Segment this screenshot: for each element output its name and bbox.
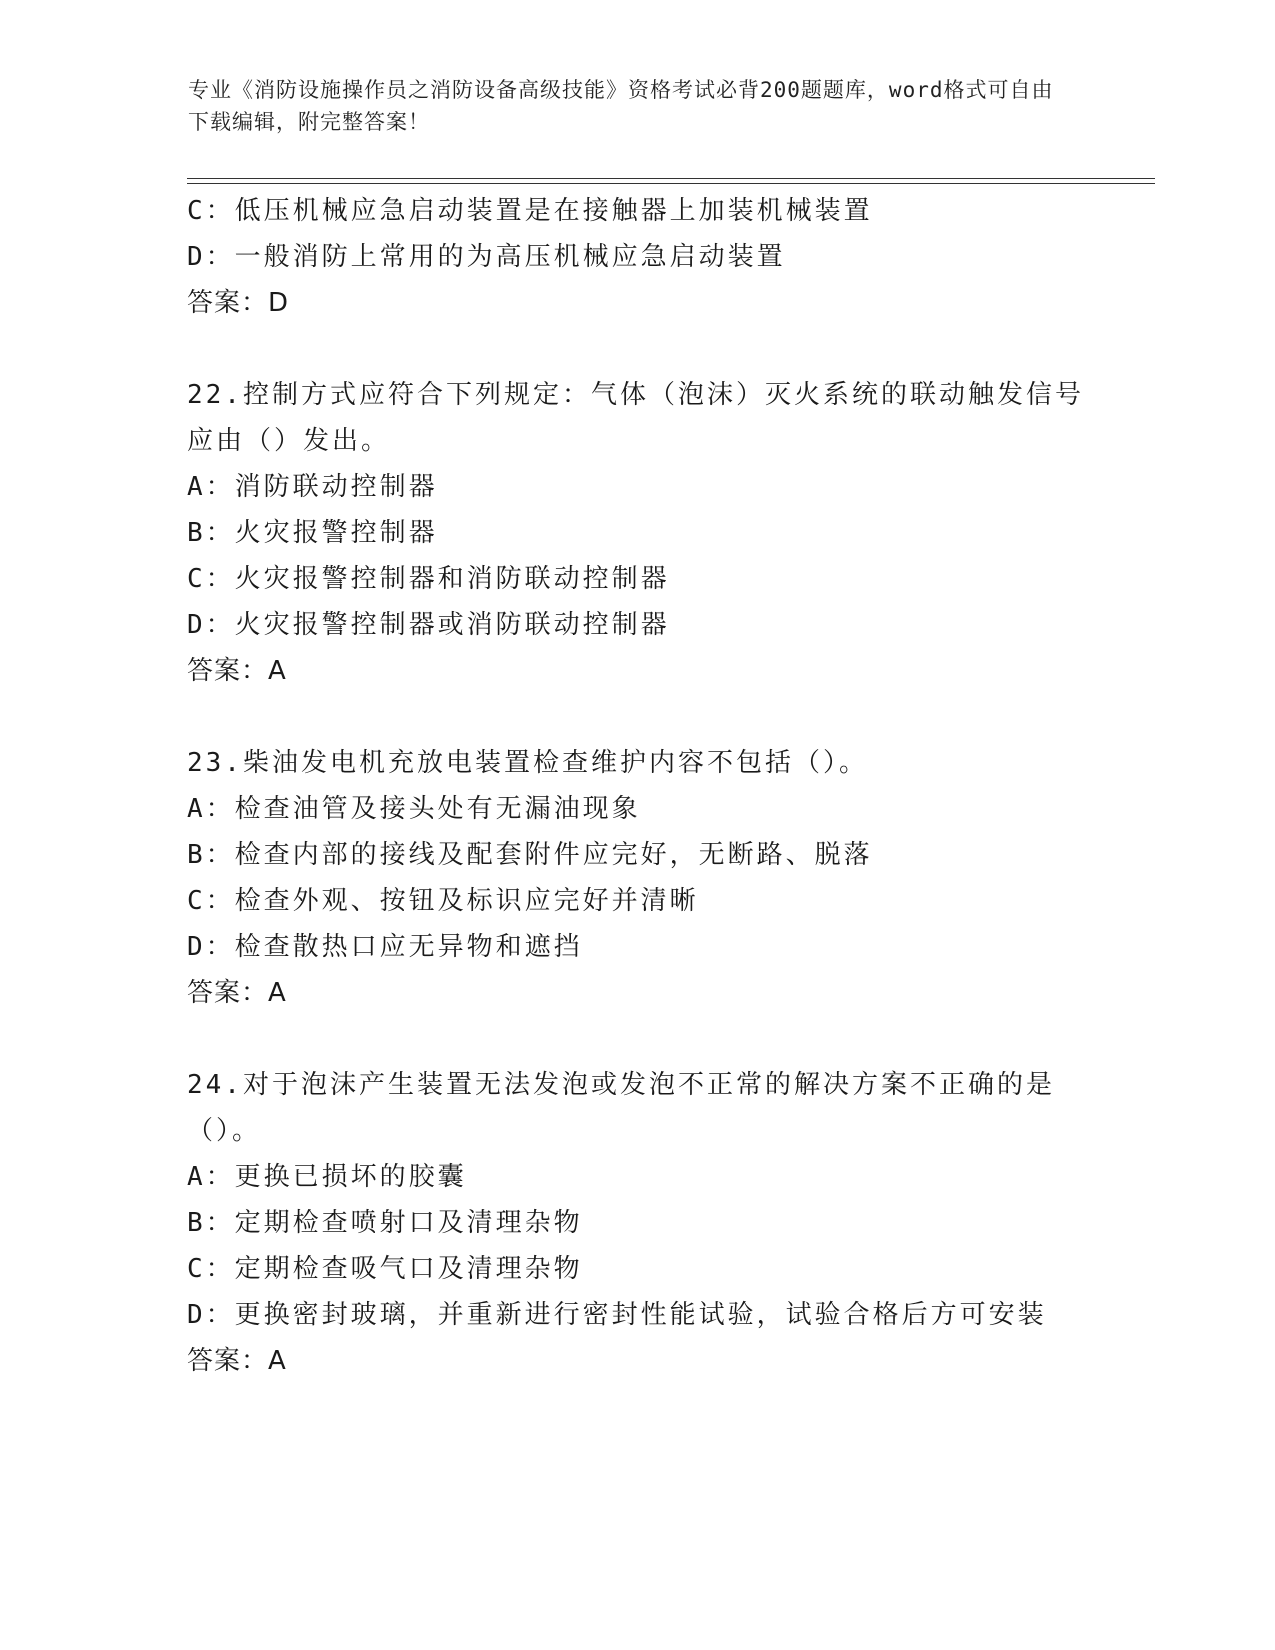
option-item: A：消防联动控制器 (187, 472, 438, 502)
answer-value: D (268, 288, 290, 318)
option-item: A：检查油管及接头处有无漏油现象 (187, 794, 641, 824)
question-block (187, 372, 1087, 694)
header-rule (187, 178, 1155, 179)
question-stem: 22.控制方式应符合下列规定：气体（泡沫）灭火系统的联动触发信号应由（）发出。 (187, 380, 1084, 456)
question-content (187, 188, 1087, 1384)
answer-value: A (268, 656, 287, 686)
question-stem: 24.对于泡沫产生装置无法发泡或发泡不正常的解决方案不正确的是（）。 (187, 1070, 1055, 1146)
answer-line (187, 648, 1087, 694)
option-item: D：火灾报警控制器或消防联动控制器 (187, 610, 670, 640)
answer-line (187, 280, 1087, 326)
question-block (187, 1062, 1087, 1384)
answer-label: 答案： (187, 978, 269, 1008)
option-item: B：检查内部的接线及配套附件应完好，无断路、脱落 (187, 840, 873, 870)
spacer (187, 694, 1087, 740)
answer-value: A (268, 1346, 287, 1376)
question-block (187, 740, 1087, 1016)
answer-label: 答案： (187, 288, 269, 318)
spacer (187, 1016, 1087, 1062)
option-item: B：火灾报警控制器 (187, 518, 438, 548)
question-stem: 23.柴油发电机充放电装置检查维护内容不包括（）。 (187, 748, 868, 778)
answer-label: 答案： (187, 1346, 269, 1376)
option-item: A：更换已损坏的胶囊 (187, 1162, 467, 1192)
carryover-block (187, 188, 1087, 326)
spacer (187, 326, 1087, 372)
option-item: D：检查散热口应无异物和遮挡 (187, 932, 583, 962)
option-item: D：一般消防上常用的为高压机械应急启动装置 (187, 242, 786, 272)
option-item: D：更换密封玻璃，并重新进行密封性能试验，试验合格后方可安装 (187, 1300, 1047, 1330)
answer-line (187, 1338, 1087, 1384)
document-header: 专业《消防设施操作员之消防设备高级技能》资格考试必背200题题库，word格式可自由下载编辑，附完整答案！ (188, 78, 1054, 134)
option-item: B：定期检查喷射口及清理杂物 (187, 1208, 583, 1238)
option-item: C：低压机械应急启动装置是在接触器上加装机械装置 (187, 196, 873, 226)
answer-value: A (268, 978, 287, 1008)
option-item: C：定期检查吸气口及清理杂物 (187, 1254, 583, 1284)
answer-line (187, 970, 1087, 1016)
header-rule-second (187, 183, 1155, 184)
option-item: C：检查外观、按钮及标识应完好并清晰 (187, 886, 699, 916)
option-item: C：火灾报警控制器和消防联动控制器 (187, 564, 670, 594)
answer-label: 答案： (187, 656, 269, 686)
